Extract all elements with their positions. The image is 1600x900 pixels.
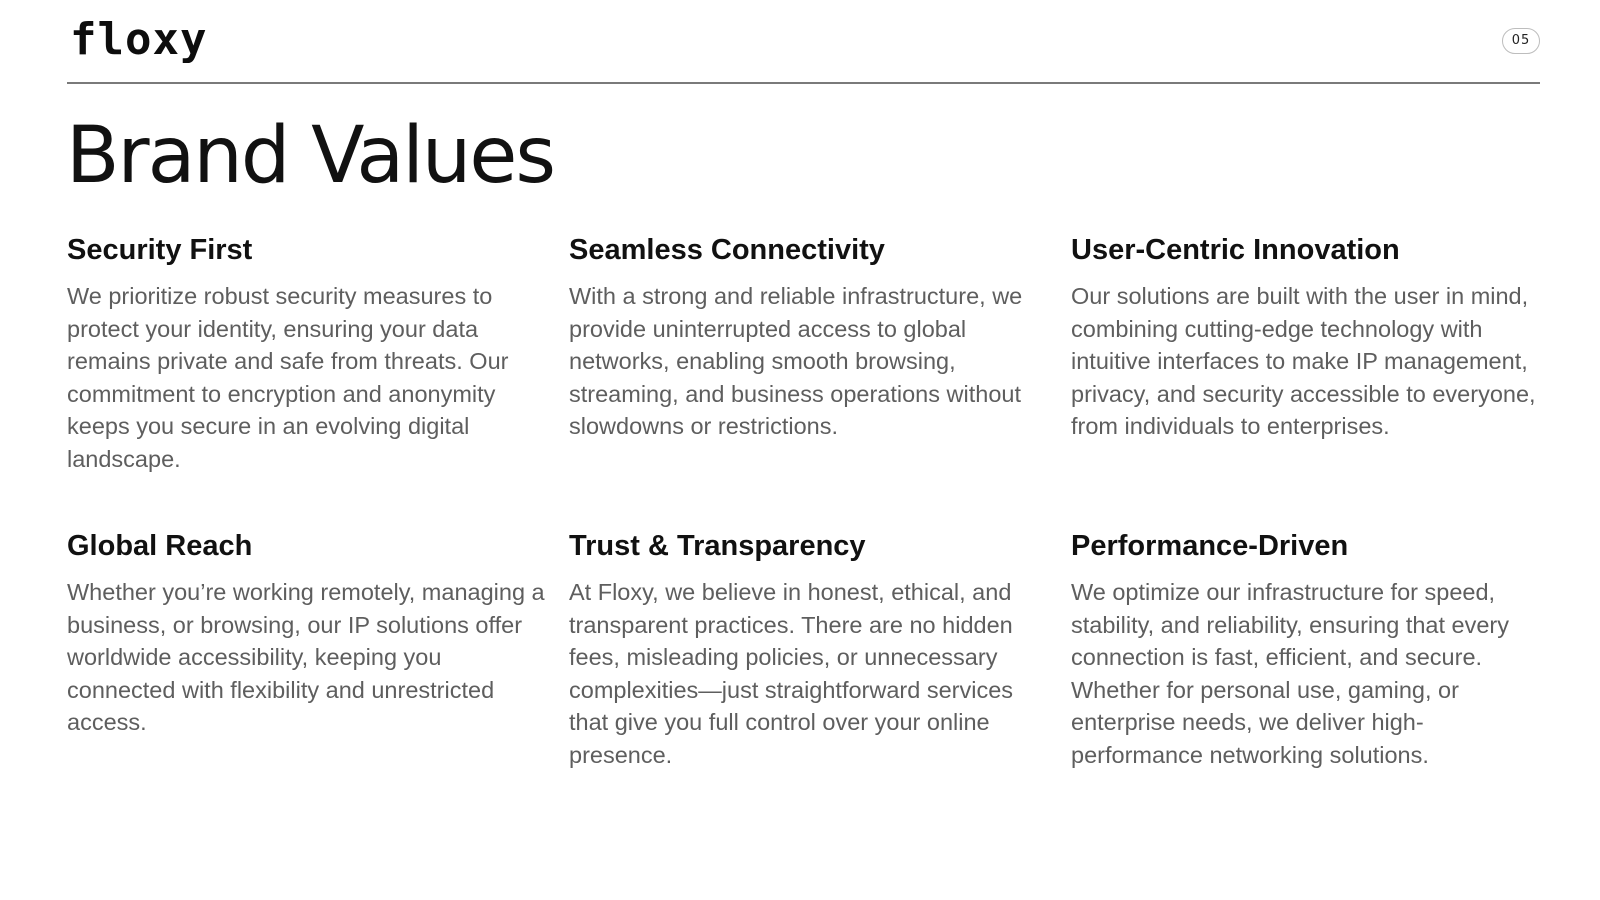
brand-values-grid [67,228,1540,784]
value-card-security-first [67,228,557,524]
value-heading: User-Centric Innovation [1071,234,1400,266]
value-description: We prioritize robust security measures to protect your identity, ensuring your data remains private and safe from threats. Our commitment to encryption and anonymity keeps you secure in an evolving digital landscape. [67,283,509,472]
value-card-seamless-connectivity [569,228,1059,524]
value-description: With a strong and reliable infrastructure, we provide uninterrupted access to global networks, enabling smooth browsing, streaming, and business operations without slowdowns or restrictions. [569,283,1023,440]
value-description: We optimize our infrastructure for speed, stability, and reliability, ensuring that every connection is fast, efficient, and secure. Whether for personal use, gaming, or enterprise needs, we deliver high-performance networking solutions. [1071,579,1510,768]
floxy-logo: floxy [70,14,208,65]
page-title: Brand Values [66,111,554,201]
value-heading: Global Reach [67,530,253,562]
value-description: At Floxy, we believe in honest, ethical, and transparent practices. There are no hidden fees, misleading policies, or unnecessary complexities—just straightforward services that give you full control over your online presence. [569,579,1014,768]
value-description: Whether you’re working remotely, managing a business, or browsing, our IP solutions offer worldwide accessibility, keeping you connected with flexibility and unrestricted access. [67,579,545,736]
value-heading: Performance-Driven [1071,530,1349,562]
header [67,0,1540,84]
value-heading: Trust & Transparency [569,530,866,562]
value-heading: Seamless Connectivity [569,234,885,266]
value-card-trust-transparency [569,524,1059,784]
value-card-performance-driven [1071,524,1561,784]
value-card-global-reach [67,524,557,784]
value-heading: Security First [67,234,253,266]
value-card-user-centric-innovation [1071,228,1561,524]
page-number-badge: 05 [1502,28,1540,54]
value-description: Our solutions are built with the user in mind, combining cutting-edge technology with intuitive interfaces to make IP management, privacy, and security accessible to everyone, from individuals to enterprises. [1071,283,1536,440]
